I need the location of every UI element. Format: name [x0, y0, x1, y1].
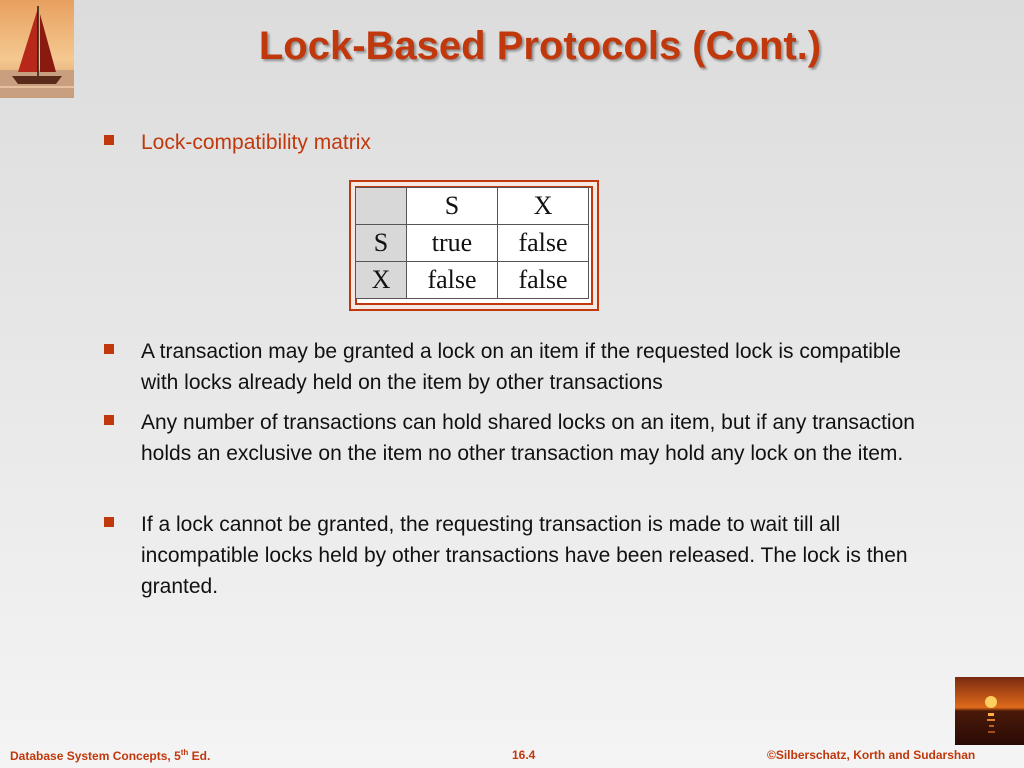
- matrix-row-label: X: [356, 262, 407, 299]
- footer-page-number: 16.4: [512, 748, 536, 762]
- matrix-cell: true: [407, 225, 498, 262]
- matrix-cell: false: [498, 262, 589, 299]
- slide-title: Lock-Based Protocols (Cont.): [258, 24, 822, 68]
- footer-book-sup: th: [180, 748, 189, 757]
- sunset-image: [955, 677, 1024, 745]
- footer-book-suffix: Ed.: [188, 749, 211, 763]
- bullet-text: Lock-compatibility matrix: [141, 131, 371, 154]
- bullet-item: [104, 407, 944, 469]
- bullet-square-icon: [104, 135, 114, 145]
- bullet-text: Any number of transactions can hold shared locks on an item, but if any transaction holds an exclusive on the item no other transaction may hold any lock on the item.: [141, 411, 915, 465]
- matrix-row-x: [356, 262, 589, 299]
- matrix-header-s: S: [407, 188, 498, 225]
- bullet-text: If a lock cannot be granted, the requesting transaction is made to wait till all incompatible locks held by other transactions have been released. The lock is then granted.: [141, 513, 908, 598]
- sailboat-image: [0, 0, 74, 98]
- matrix-header-x: X: [498, 188, 589, 225]
- matrix-cell: false: [498, 225, 589, 262]
- matrix-row-label: S: [356, 225, 407, 262]
- lock-compatibility-matrix: [349, 180, 599, 311]
- matrix-cell: false: [407, 262, 498, 299]
- matrix-corner-cell: [356, 188, 407, 225]
- bullet-item: [104, 336, 944, 398]
- footer-book-title: [10, 748, 210, 763]
- bullet-square-icon: [104, 344, 114, 354]
- bullet-item: [104, 127, 371, 158]
- matrix-table: [355, 187, 589, 299]
- bullet-square-icon: [104, 415, 114, 425]
- bullet-square-icon: [104, 517, 114, 527]
- matrix-row-s: [356, 225, 589, 262]
- footer-copyright: ©Silberschatz, Korth and Sudarshan: [767, 748, 976, 762]
- bullet-item: [104, 509, 944, 602]
- bullet-text: A transaction may be granted a lock on an item if the requested lock is compatible with locks already held on the item by other transactions: [141, 340, 901, 394]
- footer-book-prefix: Database System Concepts, 5: [10, 749, 181, 763]
- matrix-header-row: [356, 188, 589, 225]
